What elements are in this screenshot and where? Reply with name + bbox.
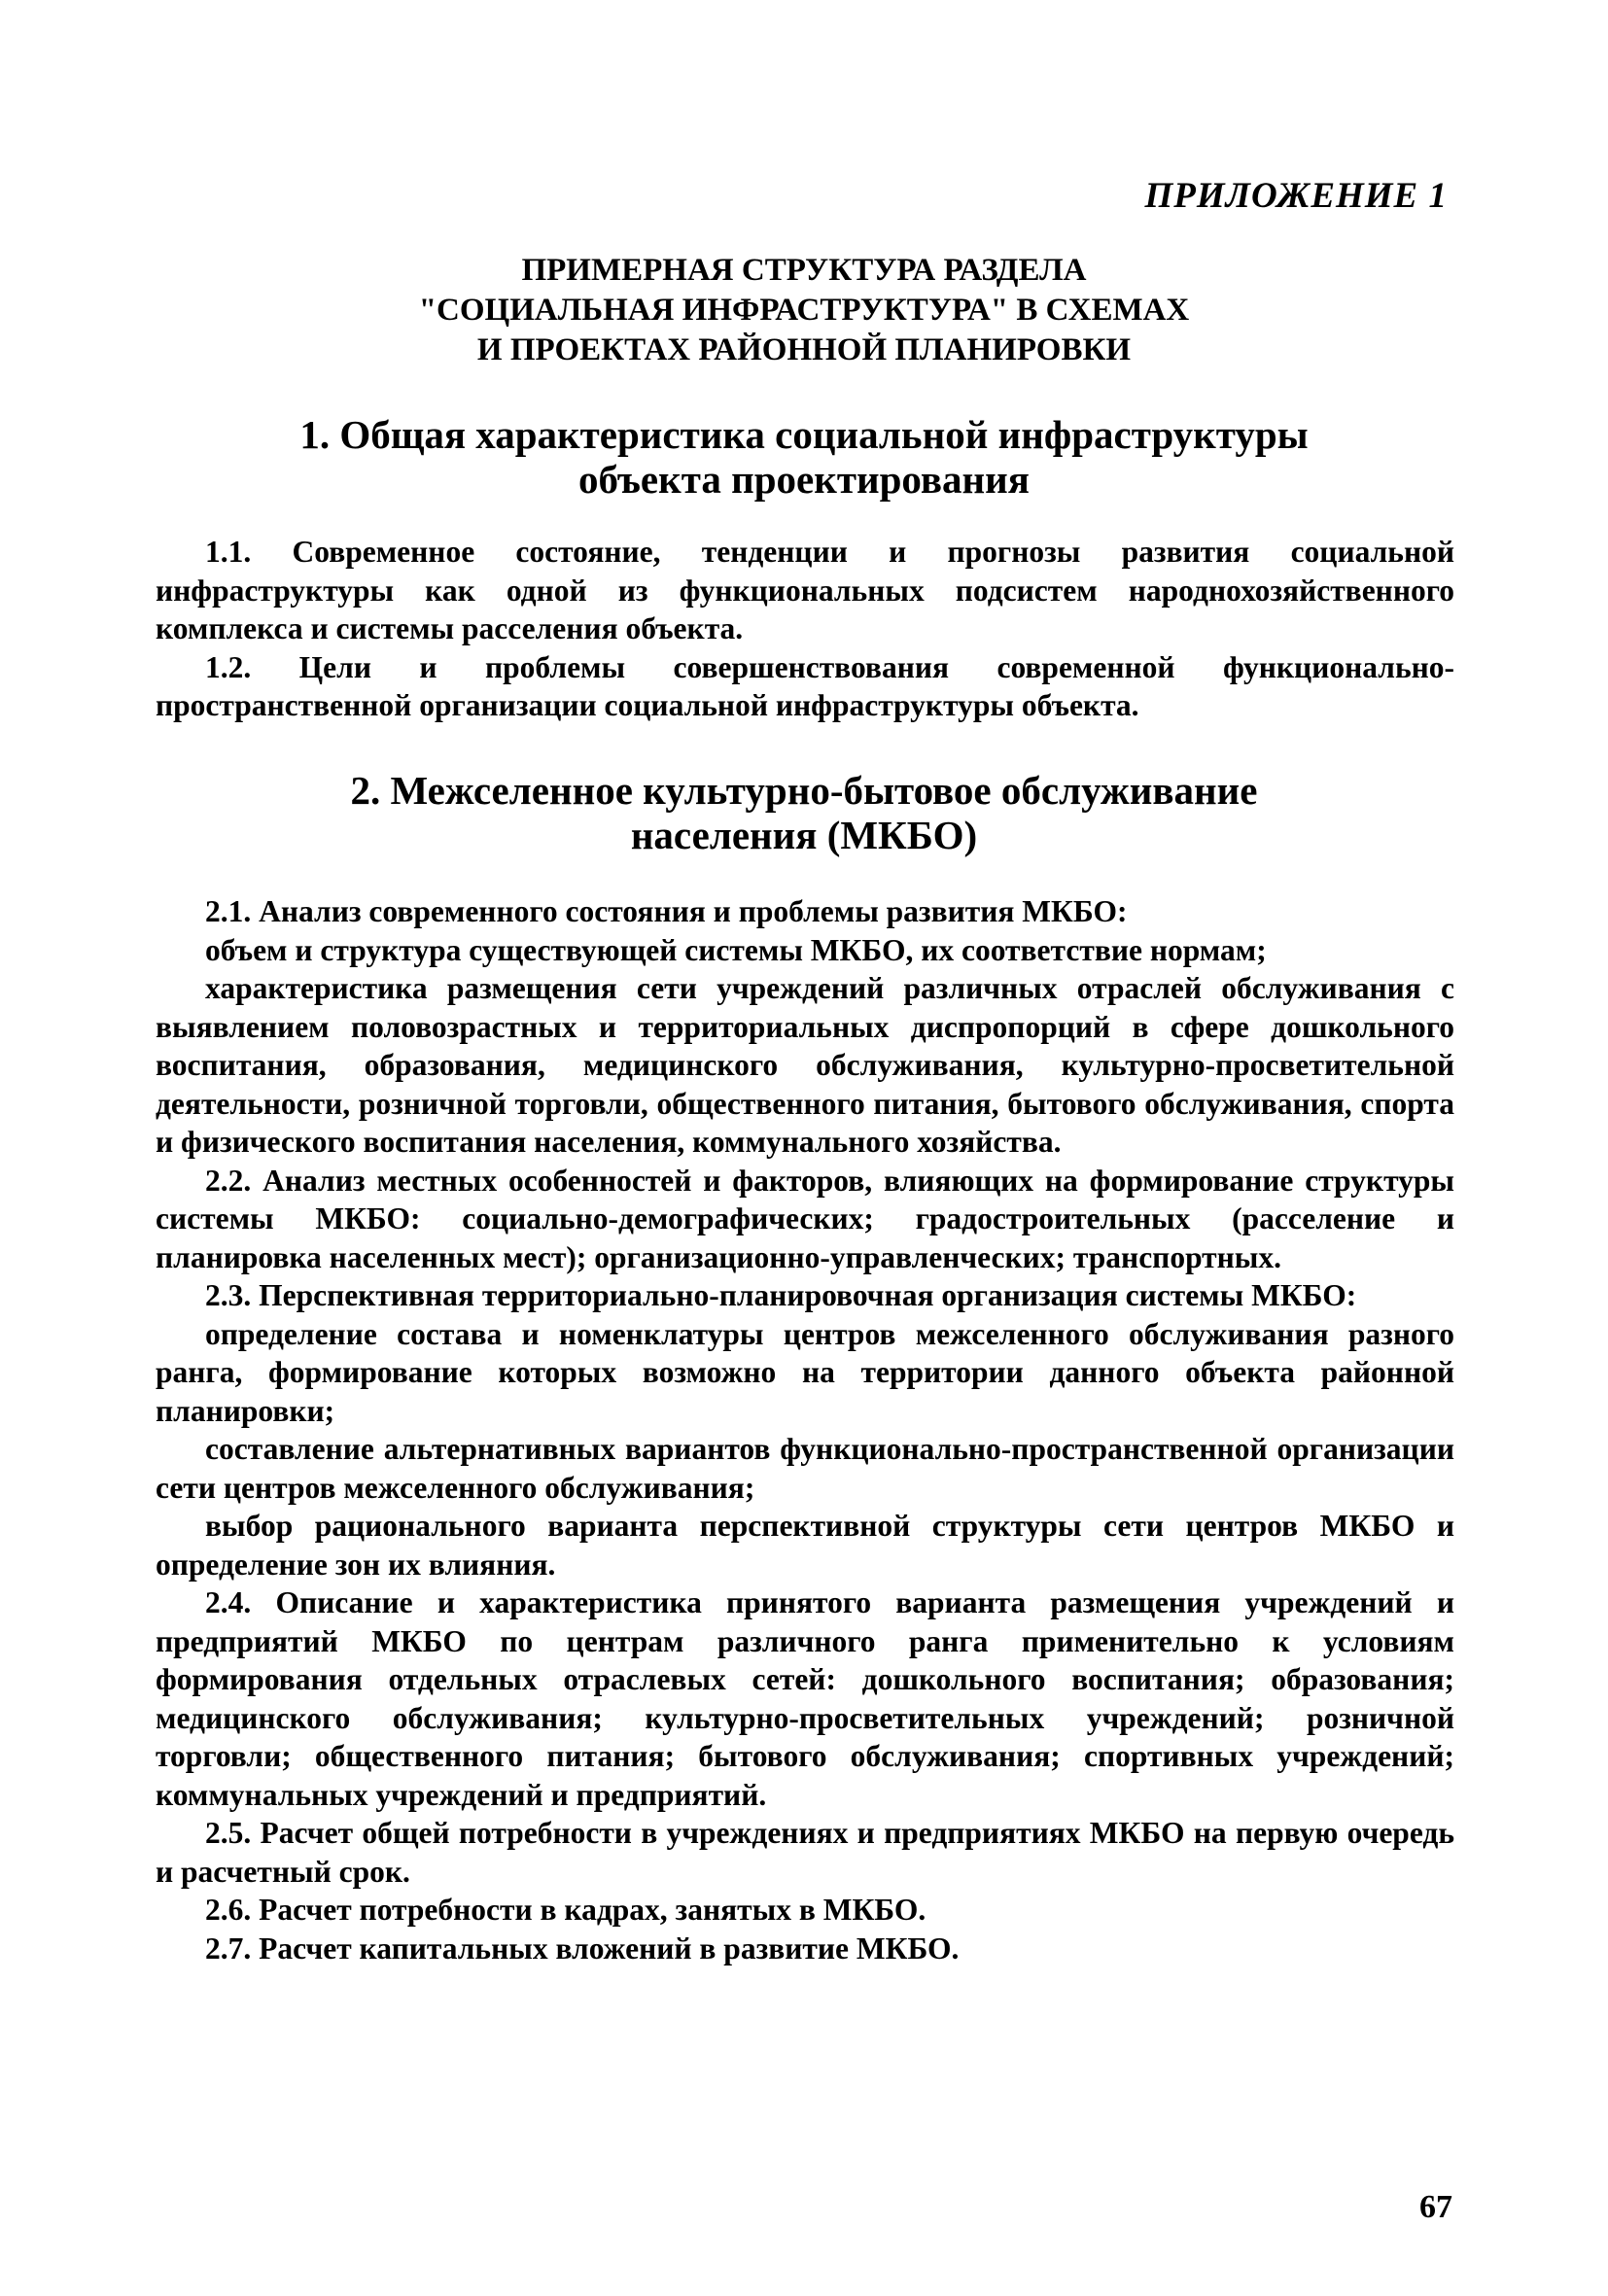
section-2-heading <box>0 768 1608 857</box>
paragraph-2-2: 2.2. Анализ местных особенностей и факторов, влияющих на формирование структуры системы МКБО: социально-демографических; градостроительных (расселение и планировка населенных мест); организационно-управленческих; транспортных. <box>156 1163 1454 1274</box>
appendix-label: ПРИЛОЖЕНИЕ 1 <box>1144 176 1448 216</box>
paragraph-2-1-item-network: характеристика размещения сети учреждений различных отраслей обслуживания с выявлением половозрастных и территориальных диспропорций в сфере дошкольного воспитания, образования, медицинского обслуживания, культурно-просветительной деятельности, розничной торговли, общественного питания, бытового обслуживания, спорта и физического воспитания населения, коммунального хозяйства. <box>156 971 1454 1159</box>
paragraph-2-1-item-volume: объем и структура существующей системы МКБО, их соответствие нормам; <box>205 932 1267 967</box>
section-1-heading-line-2: объекта проектирования <box>578 457 1030 502</box>
section-1-body <box>156 533 1454 725</box>
paragraph-1-2: 1.2. Цели и проблемы совершенствования современной функционально-пространственной организации социальной инфраструктуры объекта. <box>156 649 1454 722</box>
paragraph-2-3-item-composition: определение состава и номенклатуры центров межселенного обслуживания разного ранга, формирование которых возможно на территории данного объекта районной планировки; <box>156 1316 1454 1428</box>
paragraph-2-5: 2.5. Расчет общей потребности в учреждениях и предприятиях МКБО на первую очередь и расчетный срок. <box>156 1816 1454 1889</box>
section-2-heading-line-1: 2. Межселенное культурно-бытовое обслуживание <box>350 768 1258 813</box>
main-title-line-2: "СОЦИАЛЬНАЯ ИНФРАСТРУКТУРА" В СХЕМАХ <box>418 293 1190 328</box>
paragraph-2-3-item-selection: выбор рационального варианта перспективной структуры сети центров МКБО и определение зон их влияния. <box>156 1509 1454 1582</box>
main-title <box>0 251 1608 370</box>
main-title-line-3: И ПРОЕКТАХ РАЙОННОЙ ПЛАНИРОВКИ <box>476 332 1132 367</box>
paragraph-2-6: 2.6. Расчет потребности в кадрах, занятых в МКБО. <box>205 1893 926 1927</box>
paragraph-2-4: 2.4. Описание и характеристика принятого варианта размещения учреждений и предприятий МКБО по центрам различного ранга применительно к условиям формирования отдельных отраслевых сетей: дошкольного воспитания; образования; медицинского обслуживания; культурно-просветительных учреждений; розничной торговли; общественного питания; бытового обслуживания; спортивных учреждений; коммунальных учреждений и предприятий. <box>156 1585 1454 1812</box>
page-number: 67 <box>1419 2189 1452 2225</box>
section-2-body <box>156 892 1454 1967</box>
paragraph-2-1: 2.1. Анализ современного состояния и проблемы развития МКБО: <box>205 894 1128 928</box>
paragraph-2-3: 2.3. Перспективная территориально-планировочная организация системы МКБО: <box>205 1278 1357 1312</box>
main-title-line-1: ПРИМЕРНАЯ СТРУКТУРА РАЗДЕЛА <box>521 253 1087 288</box>
section-2-heading-line-2: населения (МКБО) <box>630 813 978 857</box>
paragraph-1-1: 1.1. Современное состояние, тенденции и прогнозы развития социальной инфраструктуры как одной из функциональных подсистем народнохозяйственного комплекса и системы расселения объекта. <box>156 535 1454 645</box>
paragraph-2-3-item-alternatives: составление альтернативных вариантов функционально-пространственной организации сети центров межселенного обслуживания; <box>156 1432 1454 1505</box>
section-1-heading-line-1: 1. Общая характеристика социальной инфраструктуры <box>299 412 1309 457</box>
section-1-heading <box>0 412 1608 502</box>
paragraph-2-7: 2.7. Расчет капитальных вложений в развитие МКБО. <box>205 1931 960 1966</box>
